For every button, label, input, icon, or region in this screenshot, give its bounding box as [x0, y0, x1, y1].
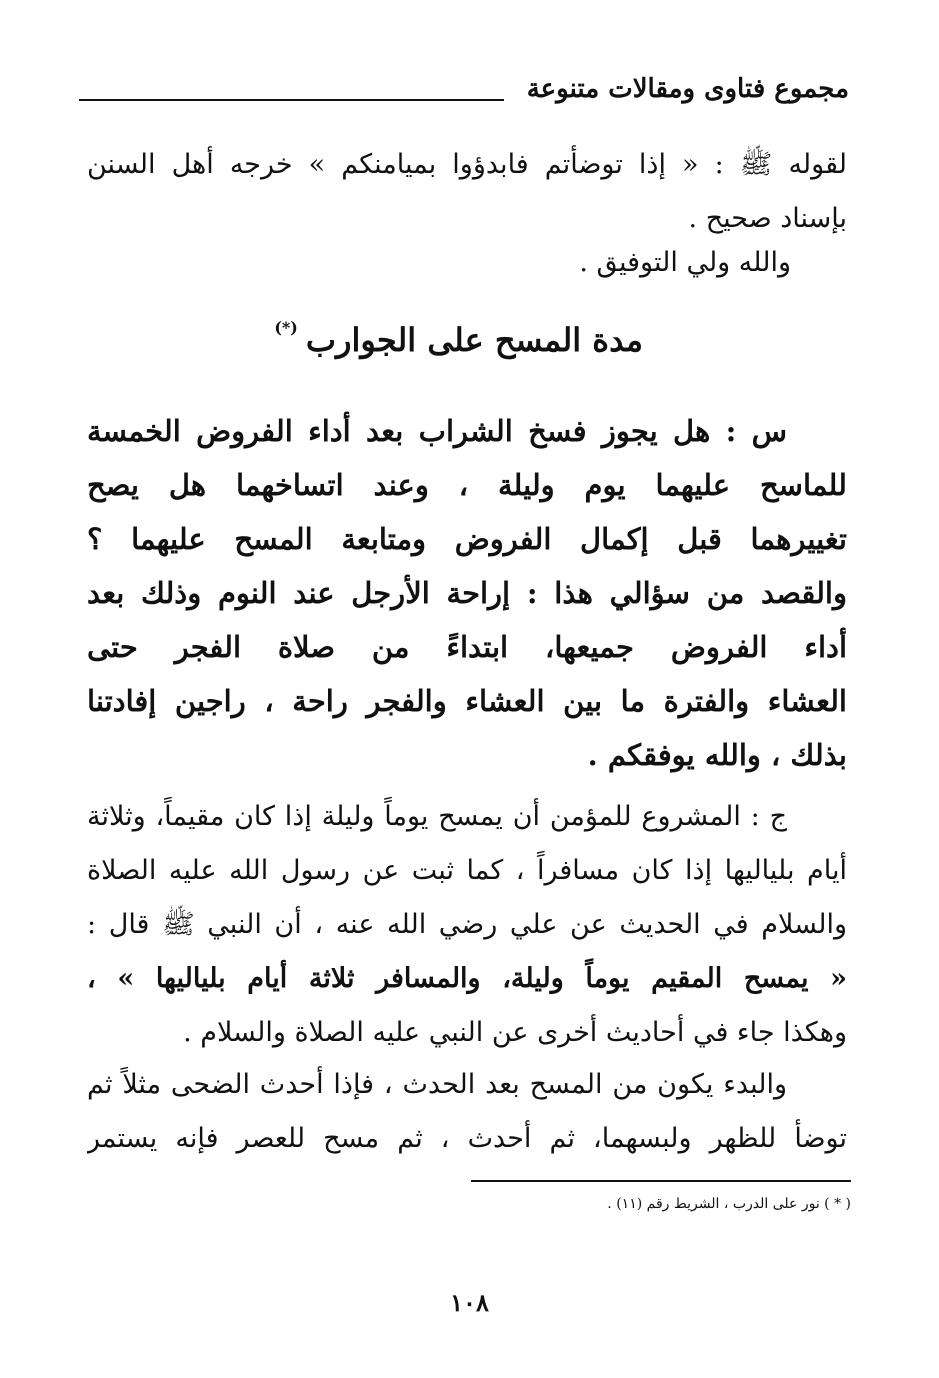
- question-line: والقصد من سؤالي هذا : إراحة الأرجل عند النوم وذلك بعد: [87, 576, 847, 610]
- hadith-quote: « يمسح المقيم يوماً وليلة، والمسافر ثلاثة أيام بلياليها » ،: [87, 963, 847, 994]
- question-line: للماسح عليهما يوم وليلة ، وعند اتساخهما هل يصح: [87, 468, 847, 502]
- question-line: بذلك ، والله يوفقكم .: [587, 738, 847, 772]
- question-line: تغييرهما قبل إكمال الفروض ومتابعة المسح عليهما ؟: [87, 522, 847, 556]
- footnote-marker: (*): [274, 318, 298, 337]
- intro-line: لقوله ﷺ : « إذا توضأتم فابدؤوا بميامنكم » خرجه أهل السنن: [87, 149, 847, 180]
- intro-paragraph: [87, 138, 847, 246]
- answer-paragraph-2: [87, 1058, 847, 1166]
- question-line: العشاء والفترة ما بين العشاء والفجر راحة ، راجين إفادتنا: [87, 684, 847, 718]
- footnote: ( * ) نور على الدرب ، الشريط رقم (١١) .: [607, 1196, 851, 1212]
- header-rule: [79, 99, 504, 101]
- answer-line: ج : المشروع للمؤمن أن يمسح يوماً وليلة إذا كان مقيماً، وثلاثة: [87, 801, 787, 832]
- question-paragraph: [87, 404, 847, 782]
- answer-line: أيام بلياليها إذا كان مسافراً ، كما ثبت عن رسول الله عليه الصلاة: [87, 855, 847, 886]
- answer-line: والبدء يكون من المسح بعد الحدث ، فإذا أحدث الضحى مثلاً ثم: [87, 1069, 787, 1100]
- intro-line: بإسناد صحيح .: [688, 203, 847, 234]
- question-line: أداء الفروض جميعها، ابتداءً من صلاة الفجر حتى: [87, 630, 847, 664]
- closing-phrase: والله ولي التوفيق .: [579, 247, 791, 278]
- running-header: [79, 74, 849, 114]
- answer-line: والسلام في الحديث عن علي رضي الله عنه ، أن النبي ﷺ قال :: [87, 909, 847, 940]
- answer-line: وهكذا جاء في أحاديث أخرى عن النبي عليه الصلاة والسلام .: [183, 1017, 847, 1048]
- page-number: ١٠٨: [450, 1288, 489, 1317]
- book-title: مجموع فتاوى ومقالات متنوعة: [526, 74, 849, 104]
- section-heading: [274, 318, 643, 359]
- section-heading-text: مدة المسح على الجوارب: [305, 321, 643, 359]
- footnote-rule: [471, 1180, 851, 1182]
- question-line: س : هل يجوز فسخ الشراب بعد أداء الفروض الخمسة: [87, 414, 787, 448]
- answer-line: توضأ للظهر ولبسهما، ثم أحدث ، ثم مسح للعصر فإنه يستمر: [87, 1123, 847, 1154]
- answer-paragraph: [87, 790, 847, 1060]
